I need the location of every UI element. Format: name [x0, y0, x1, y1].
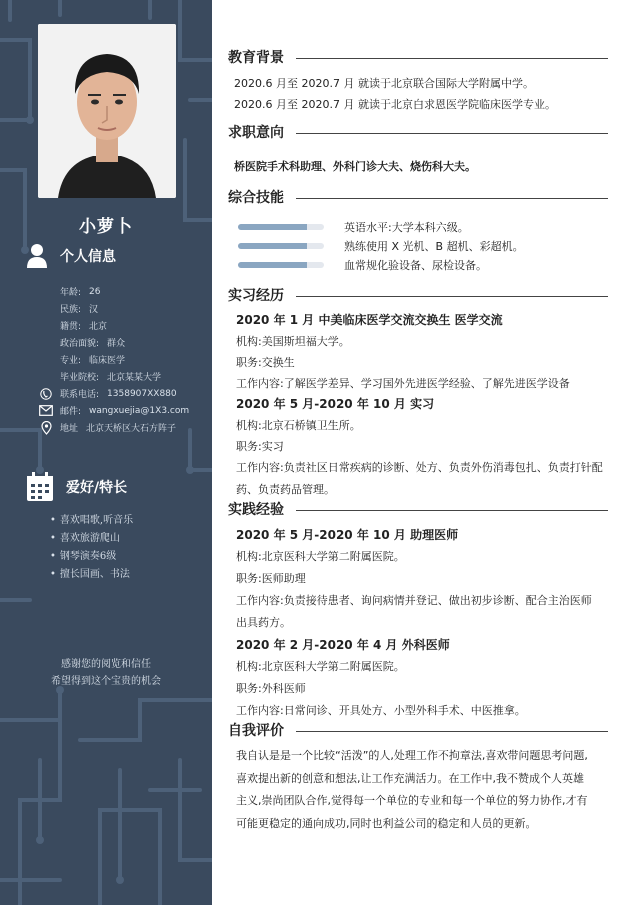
entry-role: 职务:实习	[236, 440, 284, 453]
info-row-hometown	[38, 317, 189, 334]
section-title: 实践经验	[228, 502, 284, 518]
education-section	[228, 48, 608, 117]
skills-section	[228, 188, 608, 274]
section-title: 实习经历	[228, 288, 284, 304]
info-row-political-status	[38, 334, 189, 351]
info-value: 北京	[89, 322, 108, 332]
entry-work: 工作内容:日常问诊、开具处方、小型外科手术、中医推拿。	[236, 704, 526, 717]
section-title: 自我评价	[228, 723, 284, 739]
candidate-name: 小萝卜	[79, 217, 133, 237]
section-heading	[228, 286, 608, 304]
person-icon	[26, 242, 48, 270]
entry-heading: 2020 年 1 月 中美临床医学交流交换生 医学交流	[236, 313, 503, 327]
info-label: 联系电话:	[60, 390, 100, 400]
info-value: 北京天桥区大石方阵子	[86, 424, 177, 434]
section-heading	[228, 123, 608, 141]
info-row-age	[38, 283, 189, 300]
skill-text: 英语水平:大学本科六级。	[344, 220, 469, 234]
section-heading	[228, 721, 608, 739]
skill-bar	[238, 243, 324, 249]
info-value: 1358907XX880	[107, 388, 177, 399]
hobbies-title: 爱好/特长	[66, 480, 128, 496]
entry-org: 机构:北京医科大学第二附属医院。	[236, 660, 405, 673]
skill-row	[228, 236, 608, 255]
hobby-item: • 喜欢唱歌,听音乐	[50, 512, 133, 530]
objective-text: 桥医院手术科助理、外科门诊大夫、烧伤科大夫。	[234, 160, 476, 173]
section-divider	[296, 58, 608, 59]
main-content	[228, 0, 620, 905]
entry-org: 机构:北京石桥镇卫生所。	[236, 419, 361, 432]
section-heading	[228, 48, 608, 66]
self-evaluation-section	[228, 721, 608, 835]
info-row-email	[38, 402, 189, 419]
personal-info-title: 个人信息	[60, 249, 116, 265]
info-label: 邮件:	[60, 407, 82, 417]
info-label: 政治面貌:	[60, 339, 100, 349]
info-row-address	[38, 419, 189, 436]
practice-section	[228, 500, 608, 722]
hobby-item: • 擅长国画、书法	[50, 566, 133, 584]
hobby-item: • 喜欢旅游爬山	[50, 530, 133, 548]
section-divider	[296, 198, 608, 199]
info-value: 26	[89, 286, 101, 297]
hobby-list	[50, 512, 133, 584]
info-label: 年龄:	[60, 288, 82, 298]
entry-org: 机构:美国斯坦福大学。	[236, 335, 350, 348]
personal-info-list	[38, 283, 189, 436]
entry-heading: 2020 年 5 月-2020 年 10 月 助理医师	[236, 528, 459, 542]
info-row-school	[38, 368, 189, 385]
mail-icon	[39, 405, 53, 416]
skill-row	[228, 217, 608, 236]
entry-role: 职务:外科医师	[236, 682, 306, 695]
phone-icon	[40, 388, 52, 400]
objective-section	[228, 123, 608, 174]
profile-photo	[38, 24, 176, 198]
education-item: 2020.6 月至 2020.7 月 就读于北京白求恩医学院临床医学专业。	[234, 98, 556, 111]
entry-heading: 2020 年 2 月-2020 年 4 月 外科医师	[236, 638, 450, 652]
skill-text: 血常规化验设备、尿检设备。	[344, 258, 487, 272]
internship-section	[228, 286, 608, 501]
section-title: 综合技能	[228, 190, 284, 206]
skill-list	[228, 217, 608, 274]
info-value: 群众	[107, 339, 126, 349]
info-value: 汉	[89, 305, 99, 315]
info-row-ethnicity	[38, 300, 189, 317]
entry-org: 机构:北京医科大学第二附属医院。	[236, 550, 405, 563]
section-divider	[296, 510, 608, 511]
skill-bar	[238, 224, 324, 230]
info-value: 临床医学	[89, 356, 126, 366]
section-divider	[296, 731, 608, 732]
info-row-major	[38, 351, 189, 368]
entry-work: 工作内容:了解医学差异、学习国外先进医学经验、了解先进医学设备	[236, 377, 570, 390]
skill-row	[228, 255, 608, 274]
section-heading	[228, 188, 608, 206]
entry-role: 职务:交换生	[236, 356, 295, 369]
section-divider	[296, 133, 608, 134]
calendar-icon	[26, 472, 54, 502]
thanks-line: 感谢您的阅览和信任	[61, 659, 151, 670]
section-title: 求职意向	[228, 125, 284, 141]
section-divider	[296, 296, 608, 297]
info-label: 专业:	[60, 356, 82, 366]
entry-work: 工作内容:负责社区日常疾病的诊断、处方、负责外伤消毒包扎、负责打针配药、负责药品管理。	[236, 461, 603, 496]
skill-bar-fill	[238, 262, 307, 268]
hobby-item: • 钢琴演奏6级	[50, 548, 133, 566]
self-evaluation-text: 我自认是是一个比较“活泼”的人,处理工作不拘章法,喜欢带问题思考问题,喜欢提出新的创意和想法,让工作充满活力。在工作中,我不赞成个人英雄主义,崇尚团队合作,觉得每一个单位的专业和每一个单位的努力协作,才有可能更稳定的通向成功,同时也利益公司的稳定和人员的更新。	[236, 749, 588, 830]
entry-work: 工作内容:负责接待患者、询问病情并登记、做出初步诊断、配合主治医师出具药方。	[236, 594, 592, 629]
section-title: 教育背景	[228, 50, 284, 66]
skill-bar	[238, 262, 324, 268]
skill-bar-fill	[238, 243, 307, 249]
entry-role: 职务:医师助理	[236, 572, 306, 585]
info-label: 地址	[60, 424, 79, 434]
location-pin-icon	[41, 421, 52, 435]
skill-bar-fill	[238, 224, 307, 230]
section-heading	[228, 500, 608, 518]
info-label: 民族:	[60, 305, 82, 315]
portrait-image	[38, 24, 176, 198]
info-label: 籍贯:	[60, 322, 82, 332]
info-value: wangxuejia@1X3.com	[89, 405, 190, 416]
education-item: 2020.6 月至 2020.7 月 就读于北京联合国际大学附属中学。	[234, 77, 534, 90]
entry-heading: 2020 年 5 月-2020 年 10 月 实习	[236, 397, 435, 411]
info-label: 毕业院校:	[60, 373, 100, 383]
personal-info-heading	[26, 242, 116, 270]
sidebar	[0, 0, 212, 905]
thanks-note	[0, 656, 212, 690]
skill-text: 熟练使用 X 光机、B 超机、彩超机。	[344, 239, 524, 253]
thanks-line: 希望得到这个宝贵的机会	[51, 676, 161, 687]
hobbies-heading	[26, 472, 127, 502]
info-value: 北京某某大学	[107, 373, 162, 383]
info-row-phone	[38, 385, 189, 402]
